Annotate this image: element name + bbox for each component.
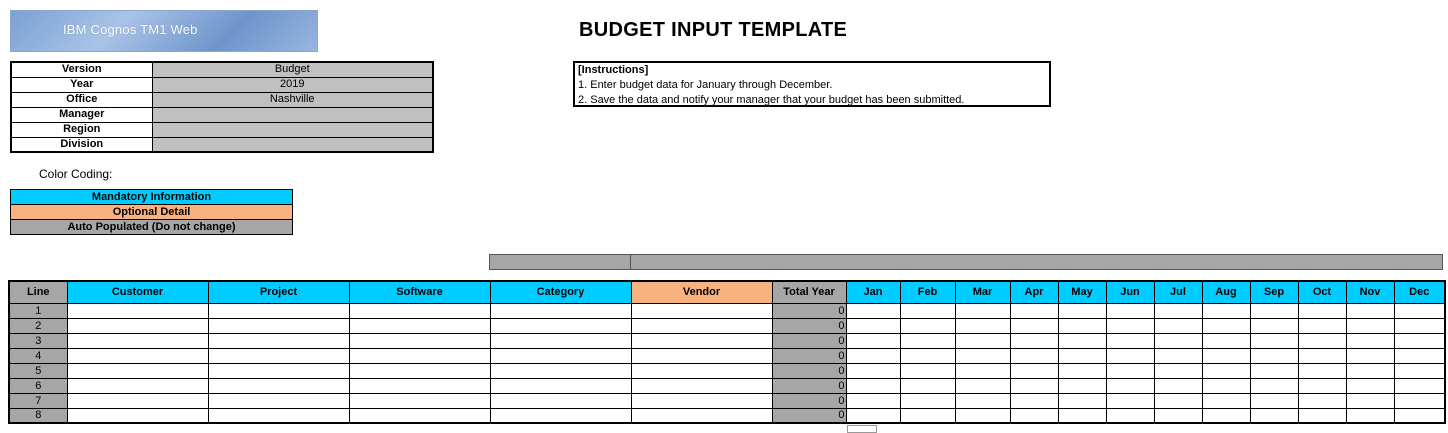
table-row (9, 363, 1445, 378)
line-number-cell: 8 (9, 408, 67, 423)
column-header: Project (208, 281, 349, 303)
input-cell[interactable] (1298, 363, 1346, 378)
input-cell[interactable] (1106, 303, 1154, 318)
info-row-manager (11, 107, 433, 122)
input-cell[interactable] (1058, 348, 1106, 363)
input-cell[interactable] (1010, 318, 1058, 333)
input-cell[interactable] (1154, 303, 1202, 318)
input-cell[interactable] (349, 408, 490, 423)
line-number-cell: 6 (9, 378, 67, 393)
header-bar-right (630, 254, 1443, 270)
input-cell[interactable] (631, 393, 772, 408)
table-row (9, 408, 1445, 423)
color-coding-label: Color Coding: (39, 167, 113, 181)
table-row (9, 378, 1445, 393)
input-cell[interactable] (1298, 393, 1346, 408)
instructions-heading: [Instructions] (578, 64, 649, 76)
input-cell[interactable] (1202, 333, 1250, 348)
input-cell[interactable] (490, 378, 631, 393)
input-cell[interactable] (1058, 408, 1106, 423)
input-cell[interactable] (1010, 393, 1058, 408)
info-row-office (11, 92, 433, 107)
input-cell[interactable] (1250, 318, 1298, 333)
input-cell[interactable] (900, 363, 955, 378)
input-cell[interactable] (1202, 318, 1250, 333)
input-cell[interactable] (955, 378, 1010, 393)
input-cell[interactable] (208, 333, 349, 348)
column-header: Aug (1202, 281, 1250, 303)
info-value-region[interactable] (152, 122, 433, 137)
input-cell[interactable] (208, 318, 349, 333)
input-cell[interactable] (1250, 408, 1298, 423)
input-cell[interactable] (900, 333, 955, 348)
input-cell[interactable] (1394, 318, 1445, 333)
input-cell[interactable] (1250, 363, 1298, 378)
input-cell[interactable] (1058, 393, 1106, 408)
input-cell[interactable] (490, 303, 631, 318)
instructions-line-1: 1. Enter budget data for January through December. (578, 79, 833, 91)
cell-edit-box[interactable] (847, 425, 877, 433)
line-number-cell: 2 (9, 318, 67, 333)
column-header: Customer (67, 281, 208, 303)
input-cell[interactable] (1346, 303, 1394, 318)
info-value-year[interactable]: 2019 (152, 77, 433, 92)
legend-auto-populated: Auto Populated (Do not change) (11, 220, 293, 235)
input-cell[interactable] (1010, 363, 1058, 378)
input-cell[interactable] (955, 333, 1010, 348)
input-cell[interactable] (1394, 393, 1445, 408)
column-header: Total Year (772, 281, 846, 303)
input-cell[interactable] (1058, 378, 1106, 393)
input-cell[interactable] (900, 378, 955, 393)
line-number-cell: 7 (9, 393, 67, 408)
info-row-version (11, 62, 433, 77)
input-cell[interactable] (1250, 348, 1298, 363)
input-cell[interactable] (1346, 378, 1394, 393)
input-cell[interactable] (1394, 333, 1445, 348)
input-cell[interactable] (846, 363, 900, 378)
input-cell[interactable] (900, 348, 955, 363)
legend-mandatory: Mandatory Information (11, 190, 293, 205)
input-cell[interactable] (1010, 378, 1058, 393)
input-cell[interactable] (67, 348, 208, 363)
input-cell[interactable] (1106, 378, 1154, 393)
input-cell[interactable] (490, 393, 631, 408)
input-cell[interactable] (208, 363, 349, 378)
input-cell[interactable] (1106, 333, 1154, 348)
input-cell[interactable] (846, 408, 900, 423)
input-cell[interactable] (631, 363, 772, 378)
budget-grid (8, 280, 1446, 424)
input-cell[interactable] (1250, 378, 1298, 393)
input-cell[interactable] (490, 408, 631, 423)
input-cell[interactable] (631, 303, 772, 318)
grid-header-row (9, 281, 1445, 303)
input-cell[interactable] (349, 363, 490, 378)
input-cell[interactable] (846, 303, 900, 318)
color-legend (10, 189, 293, 235)
input-cell[interactable] (900, 393, 955, 408)
input-cell[interactable] (1058, 303, 1106, 318)
input-cell[interactable] (631, 378, 772, 393)
input-cell[interactable] (1346, 363, 1394, 378)
input-cell[interactable] (955, 303, 1010, 318)
column-header: May (1058, 281, 1106, 303)
info-row-year (11, 77, 433, 92)
input-cell[interactable] (1202, 348, 1250, 363)
total-year-cell: 0 (772, 333, 846, 348)
input-cell[interactable] (1202, 363, 1250, 378)
column-header: Jan (846, 281, 900, 303)
input-cell[interactable] (349, 348, 490, 363)
line-number-cell: 5 (9, 363, 67, 378)
input-cell[interactable] (1106, 393, 1154, 408)
line-number-cell: 4 (9, 348, 67, 363)
input-cell[interactable] (1154, 348, 1202, 363)
input-cell[interactable] (1298, 318, 1346, 333)
column-header: Sep (1250, 281, 1298, 303)
input-cell[interactable] (1394, 348, 1445, 363)
table-row (9, 393, 1445, 408)
legend-optional: Optional Detail (11, 205, 293, 220)
input-cell[interactable] (67, 393, 208, 408)
input-cell[interactable] (1346, 393, 1394, 408)
input-cell[interactable] (900, 408, 955, 423)
line-number-cell: 1 (9, 303, 67, 318)
line-number-cell: 3 (9, 333, 67, 348)
input-cell[interactable] (67, 408, 208, 423)
input-cell[interactable] (67, 303, 208, 318)
column-header: Oct (1298, 281, 1346, 303)
input-cell[interactable] (631, 408, 772, 423)
input-cell[interactable] (349, 318, 490, 333)
input-cell[interactable] (490, 363, 631, 378)
info-label: Division (11, 137, 152, 152)
input-cell[interactable] (955, 408, 1010, 423)
input-cell[interactable] (1250, 303, 1298, 318)
input-cell[interactable] (846, 378, 900, 393)
input-cell[interactable] (846, 333, 900, 348)
total-year-cell: 0 (772, 393, 846, 408)
input-cell[interactable] (1106, 318, 1154, 333)
info-value-office[interactable]: Nashville (152, 92, 433, 107)
input-cell[interactable] (349, 393, 490, 408)
column-header: Vendor (631, 281, 772, 303)
input-cell[interactable] (1346, 348, 1394, 363)
info-table (10, 61, 434, 153)
input-cell[interactable] (490, 318, 631, 333)
input-cell[interactable] (1250, 333, 1298, 348)
input-cell[interactable] (1154, 378, 1202, 393)
input-cell[interactable] (1154, 363, 1202, 378)
input-cell[interactable] (349, 378, 490, 393)
input-cell[interactable] (631, 318, 772, 333)
input-cell[interactable] (1106, 408, 1154, 423)
input-cell[interactable] (349, 303, 490, 318)
input-cell[interactable] (1154, 318, 1202, 333)
total-year-cell: 0 (772, 348, 846, 363)
input-cell[interactable] (1154, 408, 1202, 423)
info-value-version[interactable]: Budget (152, 62, 433, 77)
column-header: Jun (1106, 281, 1154, 303)
input-cell[interactable] (955, 348, 1010, 363)
input-cell[interactable] (208, 303, 349, 318)
input-cell[interactable] (1058, 318, 1106, 333)
info-label: Version (11, 62, 152, 77)
column-header: Category (490, 281, 631, 303)
input-cell[interactable] (67, 378, 208, 393)
input-cell[interactable] (1394, 363, 1445, 378)
info-value-manager[interactable] (152, 107, 433, 122)
input-cell[interactable] (1346, 318, 1394, 333)
input-cell[interactable] (1010, 333, 1058, 348)
input-cell[interactable] (67, 363, 208, 378)
column-header: Mar (955, 281, 1010, 303)
page-title: BUDGET INPUT TEMPLATE (579, 19, 848, 41)
input-cell[interactable] (1250, 393, 1298, 408)
header-bar-left (489, 254, 631, 270)
input-cell[interactable] (1058, 333, 1106, 348)
input-cell[interactable] (955, 393, 1010, 408)
column-header: Line (9, 281, 67, 303)
input-cell[interactable] (1202, 303, 1250, 318)
info-label: Year (11, 77, 152, 92)
input-cell[interactable] (1298, 348, 1346, 363)
input-cell[interactable] (1154, 333, 1202, 348)
instructions-line-2: 2. Save the data and notify your manager that your budget has been submitted. (578, 94, 965, 106)
input-cell[interactable] (1106, 348, 1154, 363)
input-cell[interactable] (1010, 348, 1058, 363)
input-cell[interactable] (846, 318, 900, 333)
info-label: Office (11, 92, 152, 107)
input-cell[interactable] (1298, 333, 1346, 348)
total-year-cell: 0 (772, 408, 846, 423)
input-cell[interactable] (1394, 408, 1445, 423)
input-cell[interactable] (631, 348, 772, 363)
input-cell[interactable] (1202, 408, 1250, 423)
app-logo (10, 10, 318, 52)
column-header: Jul (1154, 281, 1202, 303)
table-row (9, 303, 1445, 318)
table-row (9, 348, 1445, 363)
column-header: Feb (900, 281, 955, 303)
info-label: Manager (11, 107, 152, 122)
table-row (9, 333, 1445, 348)
input-cell[interactable] (490, 348, 631, 363)
info-row-region (11, 122, 433, 137)
total-year-cell: 0 (772, 363, 846, 378)
input-cell[interactable] (955, 363, 1010, 378)
input-cell[interactable] (1394, 378, 1445, 393)
input-cell[interactable] (1202, 378, 1250, 393)
input-cell[interactable] (1298, 408, 1346, 423)
input-cell[interactable] (208, 393, 349, 408)
input-cell[interactable] (1154, 393, 1202, 408)
total-year-cell: 0 (772, 303, 846, 318)
input-cell[interactable] (846, 393, 900, 408)
logo-text: IBM Cognos TM1 Web (63, 22, 198, 37)
input-cell[interactable] (1202, 393, 1250, 408)
info-label: Region (11, 122, 152, 137)
input-cell[interactable] (1106, 363, 1154, 378)
total-year-cell: 0 (772, 318, 846, 333)
input-cell[interactable] (1346, 333, 1394, 348)
input-cell[interactable] (67, 318, 208, 333)
input-cell[interactable] (1346, 408, 1394, 423)
table-row (9, 318, 1445, 333)
input-cell[interactable] (349, 333, 490, 348)
total-year-cell: 0 (772, 378, 846, 393)
column-header: Nov (1346, 281, 1394, 303)
input-cell[interactable] (900, 318, 955, 333)
input-cell[interactable] (67, 333, 208, 348)
input-cell[interactable] (1010, 303, 1058, 318)
instructions-box (573, 61, 1051, 107)
input-cell[interactable] (208, 408, 349, 423)
info-row-division (11, 137, 433, 152)
input-cell[interactable] (846, 348, 900, 363)
input-cell[interactable] (631, 333, 772, 348)
input-cell[interactable] (208, 378, 349, 393)
info-value-division[interactable] (152, 137, 433, 152)
input-cell[interactable] (900, 303, 955, 318)
input-cell[interactable] (208, 348, 349, 363)
column-header: Apr (1010, 281, 1058, 303)
input-cell[interactable] (955, 318, 1010, 333)
column-header: Dec (1394, 281, 1445, 303)
input-cell[interactable] (1298, 378, 1346, 393)
input-cell[interactable] (1010, 408, 1058, 423)
input-cell[interactable] (1394, 303, 1445, 318)
input-cell[interactable] (490, 333, 631, 348)
column-header: Software (349, 281, 490, 303)
input-cell[interactable] (1298, 303, 1346, 318)
input-cell[interactable] (1058, 363, 1106, 378)
